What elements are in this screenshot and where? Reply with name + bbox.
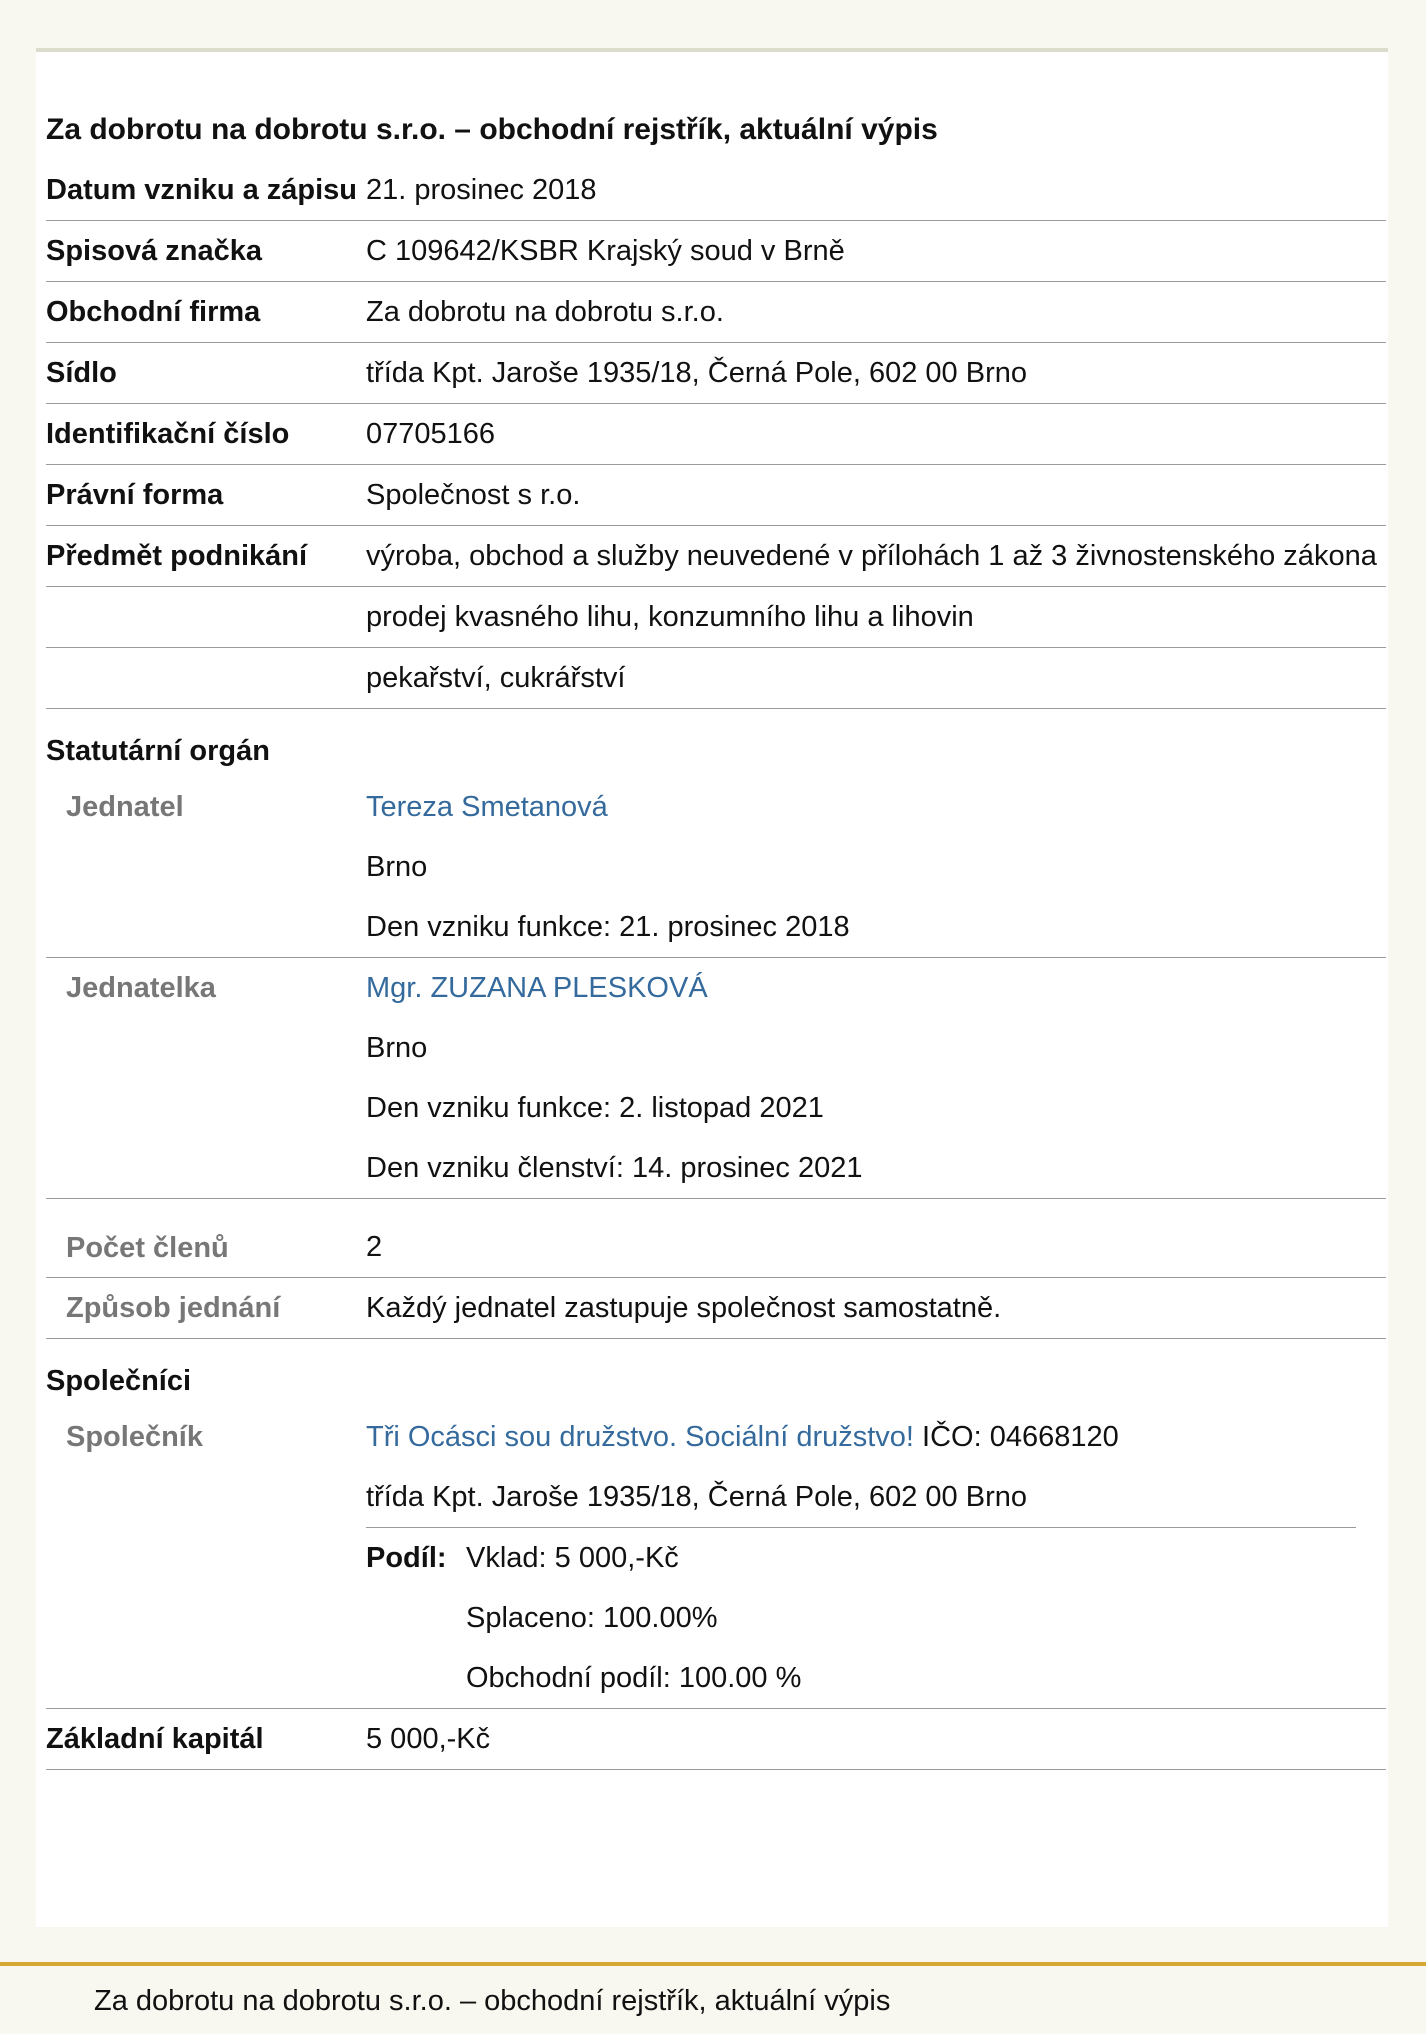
row-value: Společnost s r.o. [366, 465, 1386, 526]
row-firma [46, 282, 1386, 343]
member-name-link[interactable]: Mgr. ZUZANA PLESKOVÁ [366, 972, 708, 1004]
row-value: výroba, obchod a služby neuvedené v přílohách 1 až 3 živnostenského zákona [366, 526, 1386, 587]
member-city: Brno [366, 851, 428, 883]
member-details [366, 777, 1386, 958]
member-details [366, 958, 1386, 1199]
row-label-empty [46, 648, 366, 709]
row-label: Spisová značka [46, 221, 366, 282]
share-values [466, 1528, 801, 1708]
row-label: Základní kapitál [46, 1709, 366, 1770]
row-label-empty [46, 587, 366, 648]
register-card [36, 52, 1388, 1927]
section-statutarni [46, 709, 1386, 778]
register-content [46, 52, 1386, 1770]
row-zpusob [46, 1278, 1386, 1339]
shareholder-role: Společník [46, 1407, 366, 1709]
row-sidlo [46, 343, 1386, 404]
row-forma [46, 465, 1386, 526]
row-pocet [46, 1199, 1386, 1278]
section-heading: Statutární orgán [46, 735, 270, 767]
row-value: prodej kvasného lihu, konzumního lihu a lihovin [366, 587, 1386, 648]
row-predmet [46, 526, 1386, 587]
member-role: Jednatel [46, 777, 366, 958]
row-kapital [46, 1709, 1386, 1770]
row-value: 07705166 [366, 404, 1386, 465]
member-info: Den vzniku funkce: 21. prosinec 2018 [366, 911, 850, 943]
shareholder-address: třída Kpt. Jaroše 1935/18, Černá Pole, 602 00 Brno [366, 1481, 1027, 1513]
shareholder-details [366, 1407, 1386, 1709]
row-label: Obchodní firma [46, 282, 366, 343]
row-value: třída Kpt. Jaroše 1935/18, Černá Pole, 602 00 Brno [366, 343, 1386, 404]
section-heading: Společníci [46, 1365, 192, 1397]
row-label: Způsob jednání [46, 1278, 366, 1339]
row-value: 5 000,-Kč [366, 1709, 1386, 1770]
footer-title: Za dobrotu na dobrotu s.r.o. – obchodní rejstřík, aktuální výpis [94, 1985, 891, 2017]
row-label: Počet členů [46, 1199, 366, 1278]
row-predmet-3 [46, 648, 1386, 709]
row-label: Předmět podnikání [46, 526, 366, 587]
row-value: C 109642/KSBR Krajský soud v Brně [366, 221, 1386, 282]
row-value: 2 [366, 1199, 1386, 1278]
member-row [46, 958, 1386, 1199]
row-value: 21. prosinec 2018 [366, 160, 1386, 221]
row-label: Datum vzniku a zápisu [46, 160, 366, 221]
shareholder-ico: IČO: 04668120 [922, 1421, 1119, 1453]
page-title: Za dobrotu na dobrotu s.r.o. – obchodní rejstřík, aktuální výpis [46, 113, 938, 146]
member-city: Brno [366, 1032, 428, 1064]
row-value: Každý jednatel zastupuje společnost samostatně. [366, 1278, 1386, 1339]
shareholder-name-link[interactable]: Tři Ocásci sou družstvo. Sociální družstvo! [366, 1421, 914, 1453]
row-spisova [46, 221, 1386, 282]
share-block [366, 1527, 1356, 1708]
row-label: Sídlo [46, 343, 366, 404]
member-info: Den vzniku členství: 14. prosinec 2021 [366, 1152, 863, 1184]
footer-divider [0, 1962, 1426, 1966]
section-spolecnici [46, 1339, 1386, 1408]
shareholder-name-line [366, 1407, 1386, 1467]
row-predmet-2 [46, 587, 1386, 648]
row-datum [46, 160, 1386, 221]
register-table [46, 160, 1386, 1770]
row-label: Právní forma [46, 465, 366, 526]
share-line: Splaceno: 100.00% [466, 1602, 718, 1634]
row-value: Za dobrotu na dobrotu s.r.o. [366, 282, 1386, 343]
member-info: Den vzniku funkce: 2. listopad 2021 [366, 1092, 824, 1124]
row-ico [46, 404, 1386, 465]
shareholder-row [46, 1407, 1386, 1709]
row-label: Identifikační číslo [46, 404, 366, 465]
member-row [46, 777, 1386, 958]
member-name-link[interactable]: Tereza Smetanová [366, 791, 608, 823]
member-role: Jednatelka [46, 958, 366, 1199]
row-value: pekařství, cukrářství [366, 648, 1386, 709]
share-label: Podíl: [366, 1542, 447, 1574]
share-line: Vklad: 5 000,-Kč [466, 1542, 679, 1574]
share-line: Obchodní podíl: 100.00 % [466, 1662, 802, 1694]
